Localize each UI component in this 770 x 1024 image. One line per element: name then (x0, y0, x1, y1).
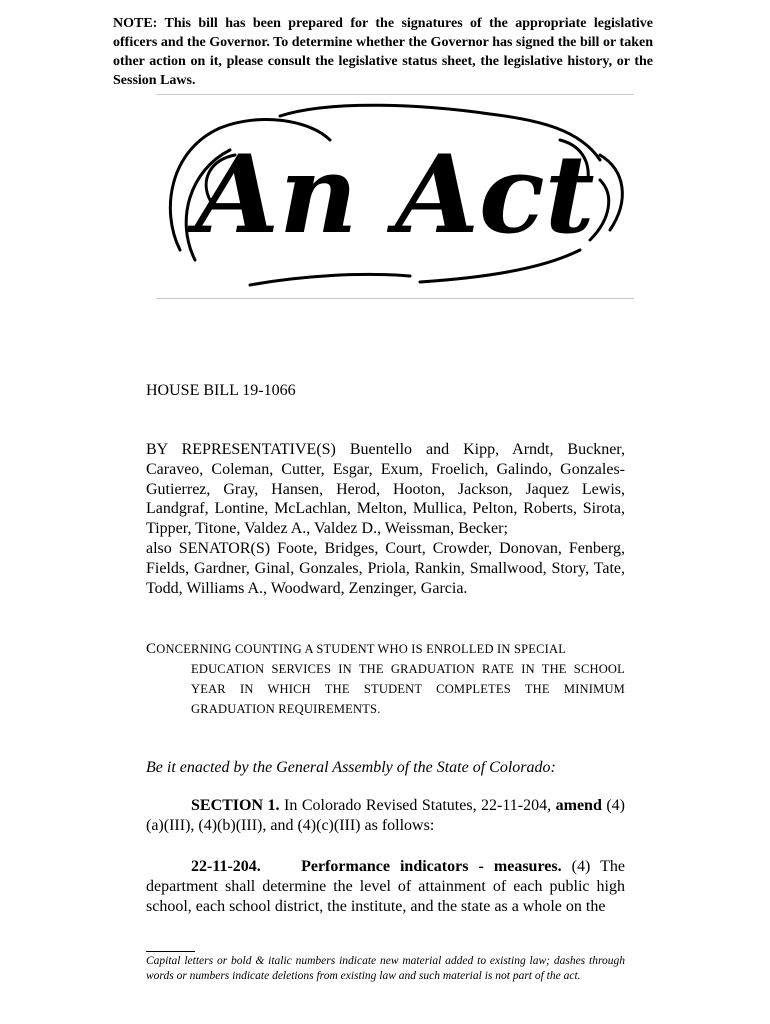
footnote: Capital letters or bold & italic numbers indicate new material added to existing law; dashes through words or numbers indicate deletions from existing law and such material is not part of the act. (146, 955, 625, 982)
footnote-rule (146, 951, 195, 952)
senators-list: also SENATOR(S) Foote, Bridges, Court, Crowder, Donovan, Fenberg, Fields, Gardner, Ginal, Gonzales, Priola, Rankin, Smallwood, Story, Tate, Todd, Williams A., Woodward, Zenzinger, Garcia. (146, 539, 625, 597)
enacting-clause: Be it enacted by the General Assembly of the State of Colorado: (146, 759, 556, 776)
statute-text (146, 857, 625, 917)
statute-heading: Performance indicators - measures. (301, 858, 562, 875)
section-1-text-a: In Colorado Revised Statutes, 22-11-204, (279, 797, 556, 814)
statute-body: (4) The department shall determine the level of attainment of each public high school, each school district, the institute, and the state as a whole on the (146, 858, 625, 915)
title-continuation: EDUCATION SERVICES IN THE GRADUATION RATE IN THE SCHOOL YEAR IN WHICH THE STUDENT COMPLETES THE MINIMUM GRADUATION REQUIREMENTS. (191, 662, 625, 716)
section-1-amend: amend (555, 797, 602, 814)
title-initial: C (146, 641, 157, 657)
section-1-text-b: (4)(a)(III), (4)(b)(III), and (4)(c)(III) as follows: (146, 797, 625, 834)
bill-number: HOUSE BILL 19-1066 (146, 382, 296, 399)
svg-text:An Act: An Act (195, 132, 595, 258)
sponsors-block (146, 440, 625, 598)
section-1-label: SECTION 1. (191, 797, 280, 814)
seal-bottom-rule (156, 298, 634, 299)
seal-top-rule (156, 94, 634, 95)
an-act-seal (160, 100, 630, 295)
representatives-list: BY REPRESENTATIVE(S) Buentello and Kipp, Arndt, Buckner, Caraveo, Coleman, Cutter, Esgar, Exum, Froelich, Galindo, Gonzales-Gutierrez, Gray, Hansen, Herod, Hooton, Jackson, Jaquez Lewis, Landgraf, Lontine, McLachlan, Melton, Mullica, Pelton, Roberts, Sirota, Tipper, Titone, Valdez A., Valdez D., Weissman, Becker; (146, 441, 625, 538)
section-1 (146, 796, 625, 836)
title-first-line: ONCERNING COUNTING A STUDENT WHO IS ENROLLED IN SPECIAL (156, 642, 567, 656)
legislative-note: NOTE: This bill has been prepared for the signatures of the appropriate legislative officers and the Governor. To determine whether the Governor has signed the bill or taken other action on it, please consult the legislative status sheet, the legislative history, or the Session Laws. (113, 16, 653, 88)
statute-citation: 22-11-204. (191, 858, 261, 875)
bill-title (146, 639, 625, 719)
